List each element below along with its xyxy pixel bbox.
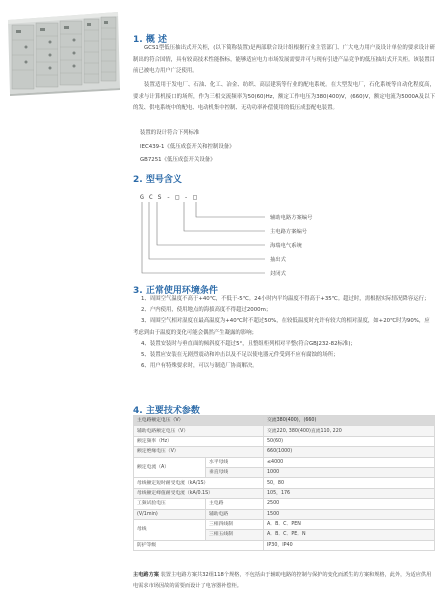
table-cell: 交流380(400)，(660) <box>264 416 435 426</box>
condition-item: 3、周围空气相对湿度在最高温度为+40℃时不超过50%，在较低温度时允许有较大的相对湿度，如+20℃时为90%，应考虑到由于温度的变化可能会偶然产生凝露的影响； <box>133 318 430 336</box>
switchgear-cabinet-photo <box>6 10 122 96</box>
table-header-row <box>134 416 435 426</box>
table-cell: 50(60) <box>264 436 435 446</box>
model-code: G C S - □ - □ <box>140 193 198 201</box>
condition-item: 6、用户有特殊要求时，可以与制造厂协商解决。 <box>141 363 258 370</box>
table-cell: IP30，IP40 <box>264 540 435 550</box>
condition-item: 5、装置应安装在无剧烈震动和冲击以及不足以使电器元件受到不应有腐蚀的场所； <box>141 352 339 359</box>
table-row <box>134 488 435 498</box>
table-row <box>134 478 435 488</box>
standard-iec: IEC439-1《低压成套开关和控制设备》 <box>140 144 235 150</box>
table-cell: 辅助电路额定电压（V） <box>134 426 264 436</box>
table-cell: 交流220, 380(400)直流110, 220 <box>264 426 435 436</box>
table-cell: 母线 <box>134 519 206 540</box>
table-cell: 1000 <box>264 467 435 477</box>
section-specs-title: 4. 主要技术参数 <box>133 406 200 416</box>
table-cell: 额定电流（A） <box>134 457 206 478</box>
table-row <box>134 509 435 519</box>
overview-paragraph-1: GCS1型低压抽出式开关柜，(以下简称装置)是两部联合设计组根据行业主管部门、广大电力用户及设计单位的要求设计研制出的符合国情，具有较高技术性能指标，能够适应电力市场发展需要并可与现有引进产品竞争的低压抽出式开关柜。该装置目前已被电力用户广泛使用。 <box>133 45 435 75</box>
model-label-main: 主电路方案编号 <box>270 229 308 235</box>
table-cell: 50，80 <box>264 478 435 488</box>
table-cell: A．B．C．PE．N <box>264 530 435 540</box>
spec-table <box>133 415 435 551</box>
note-text: 装置主电路方案共32组118个规格，不包括由于辅助电路的控制与保护的变化而派生的方案和规格，此外，为适应供用电需求市场因故的需要而设计了电容器补偿柜。 <box>133 572 432 589</box>
overview-paragraph-2: 装置适用于发电厂、石油、化工、冶金、纺织、高层建筑等行业的配电系统。在大型发电厂，石化系统等自动化程度高，要求与计算机接口的场所，作为三相交流频率为50(60)Hz，额定工作电压为380(400)V，(660)V，额定电流为5000A及以下的发、供电系统中的配电、电动机集中控制、无功功率补偿使用的低压成套配电装置。 <box>133 82 435 112</box>
model-label-enclosed: 封闭式 <box>270 271 286 277</box>
table-cell: 垂直母线 <box>206 467 264 477</box>
table-cell: (V/1min) <box>134 509 206 519</box>
section-model-title: 2. 型号含义 <box>133 175 182 185</box>
condition-item: 2、户内使用，使用地点的海拔高度不得超过2000m； <box>141 307 272 314</box>
table-cell: ≤4000 <box>264 457 435 467</box>
table-cell: 660(1000) <box>264 447 435 457</box>
table-cell: 工频试验电压 <box>134 499 206 509</box>
model-label-system: 海瑞电气系统 <box>270 243 302 249</box>
table-row <box>134 457 435 467</box>
standards-intro: 装置的设计符合下列标准 <box>140 130 200 136</box>
table-cell: A．B．C．PEN <box>264 519 435 529</box>
table-cell: 额定绝缘电压（V） <box>134 447 264 457</box>
standard-gb: GB7251《低压成套开关设备》 <box>140 157 216 163</box>
condition-item: 4、装置安装时与垂直面的倾斜度不超过5°，且整组柜列相对平整(符合GBJ232-82标准)； <box>141 340 356 347</box>
table-cell: 母线额定峰值耐受电流（kA/0.1S） <box>134 488 264 498</box>
table-cell: 主电路 <box>206 499 264 509</box>
table-row <box>134 436 435 446</box>
model-label-aux: 辅助电路方案编号 <box>270 215 313 221</box>
table-row <box>134 447 435 457</box>
main-circuit-note <box>133 570 435 591</box>
conditions-list <box>133 294 435 372</box>
table-cell: 三相五线制 <box>206 530 264 540</box>
model-code-diagram <box>140 200 320 280</box>
table-cell: 额定频率（Hz） <box>134 436 264 446</box>
table-cell: 水平母线 <box>206 457 264 467</box>
table-row <box>134 540 435 550</box>
model-label-drawout: 抽出式 <box>270 257 286 263</box>
section-conditions-title: 3. 正常使用环境条件 <box>133 286 218 296</box>
table-cell: 辅助电路 <box>206 509 264 519</box>
condition-item: 1、周围空气温度不高于+40℃，不低于-5℃。24小时内平均温度不得高于+35℃。超过时，需根据实际情况降容运行； <box>141 296 430 302</box>
table-cell: 三相四线制 <box>206 519 264 529</box>
table-cell: 1500 <box>264 509 435 519</box>
table-cell: 2500 <box>264 499 435 509</box>
table-cell: 防护等级 <box>134 540 264 550</box>
table-row <box>134 499 435 509</box>
table-cell: 主电路额定电压（V） <box>134 416 264 426</box>
section-overview-title: 1. 概 述 <box>133 35 167 45</box>
note-label: 主电路方案 <box>133 572 159 578</box>
table-cell: 母线额定短时耐受电流（kA/1S） <box>134 478 264 488</box>
table-row <box>134 426 435 436</box>
table-cell: 105，176 <box>264 488 435 498</box>
table-row <box>134 519 435 529</box>
